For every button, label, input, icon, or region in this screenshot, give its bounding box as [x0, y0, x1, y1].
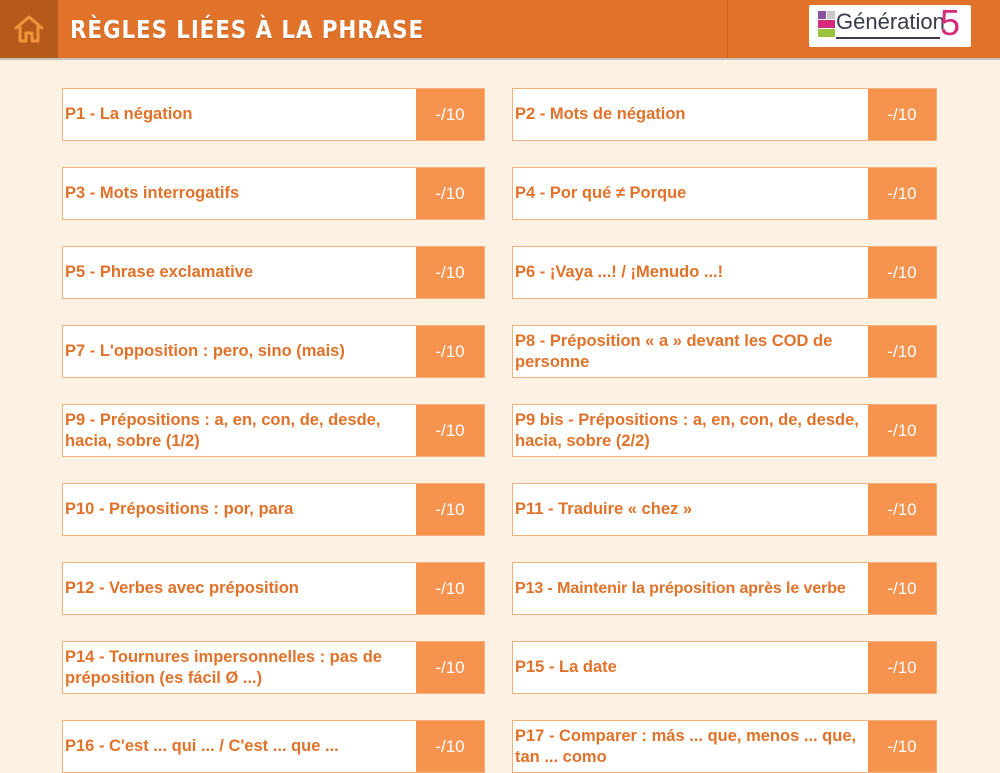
- rule-score: -/10: [868, 89, 936, 140]
- rule-label: P1 - La négation: [65, 105, 193, 123]
- rules-grid: [0, 60, 1000, 766]
- logo-text: Génération: [836, 9, 945, 34]
- rule-score: -/10: [416, 563, 484, 614]
- rule-score: -/10: [868, 326, 936, 377]
- rule-score: -/10: [416, 484, 484, 535]
- rule-card-p16[interactable]: [62, 720, 485, 773]
- home-icon: [12, 13, 46, 45]
- logo-square-green: [818, 29, 835, 37]
- home-button[interactable]: [0, 0, 58, 58]
- rule-card-p2[interactable]: [512, 88, 937, 141]
- rule-label: P12 - Verbes avec préposition: [65, 579, 299, 597]
- rule-score: -/10: [416, 405, 484, 456]
- rule-score: -/10: [416, 642, 484, 693]
- rule-label: P7 - L'opposition : pero, sino (mais): [65, 342, 345, 360]
- top-bar: [0, 0, 1000, 60]
- rule-label: P10 - Prépositions : por, para: [65, 500, 294, 518]
- rule-label: P4 - Por qué ≠ Porque: [515, 184, 687, 202]
- rule-label: P5 - Phrase exclamative: [65, 263, 254, 281]
- rule-score: -/10: [868, 168, 936, 219]
- rule-score: -/10: [868, 247, 936, 298]
- rule-card-p9-bis[interactable]: [512, 404, 937, 457]
- rule-label: P14 - Tournures impersonnelles : pas de préposition (es fácil Ø ...): [65, 647, 382, 687]
- rule-score: -/10: [416, 168, 484, 219]
- rule-card-p5[interactable]: [62, 246, 485, 299]
- logo-square-grey: [827, 11, 835, 19]
- logo-underline: [836, 37, 940, 39]
- rule-label: P16 - C'est ... qui ... / C'est ... que ...: [65, 737, 339, 755]
- page-title: RÈGLES LIÉES À LA PHRASE: [70, 15, 424, 44]
- rule-card-p9[interactable]: [62, 404, 485, 457]
- rule-card-p13[interactable]: [512, 562, 937, 615]
- rule-label: P2 - Mots de négation: [515, 105, 686, 123]
- rule-card-p17[interactable]: [512, 720, 937, 773]
- rule-score: -/10: [868, 405, 936, 456]
- header-divider: [727, 0, 728, 58]
- rule-label: P15 - La date: [515, 658, 617, 676]
- rule-card-p4[interactable]: [512, 167, 937, 220]
- rule-score: -/10: [416, 89, 484, 140]
- rule-label: P11 - Traduire « chez »: [515, 500, 693, 518]
- rule-label: P13 - Maintenir la préposition après le verbe: [515, 580, 846, 597]
- rule-card-p1[interactable]: [62, 88, 485, 141]
- logo-square-purple: [818, 11, 826, 19]
- rule-label: P6 - ¡Vaya ...! / ¡Menudo ...!: [515, 263, 724, 281]
- rule-card-p12[interactable]: [62, 562, 485, 615]
- rule-card-p8[interactable]: [512, 325, 937, 378]
- rule-label: P17 - Comparer : más ... que, menos ... que, tan ... como: [515, 726, 857, 766]
- rule-label: P9 - Prépositions : a, en, con, de, desde, hacia, sobre (1/2): [65, 410, 381, 450]
- rule-score: -/10: [868, 721, 936, 772]
- logo-square-pink: [818, 20, 835, 28]
- rule-card-p14[interactable]: [62, 641, 485, 694]
- generation5-logo: [809, 2, 971, 47]
- rule-score: -/10: [416, 326, 484, 377]
- rule-label: P3 - Mots interrogatifs: [65, 184, 240, 202]
- rule-card-p3[interactable]: [62, 167, 485, 220]
- rule-card-p15[interactable]: [512, 641, 937, 694]
- rule-card-p10[interactable]: [62, 483, 485, 536]
- rule-score: -/10: [416, 721, 484, 772]
- rule-label: P9 bis - Prépositions : a, en, con, de, desde, hacia, sobre (2/2): [515, 410, 859, 450]
- rule-card-p7[interactable]: [62, 325, 485, 378]
- rule-score: -/10: [868, 563, 936, 614]
- rule-score: -/10: [868, 642, 936, 693]
- rule-label: P8 - Préposition « a » devant les COD de personne: [515, 331, 833, 371]
- rule-card-p6[interactable]: [512, 246, 937, 299]
- rule-score: -/10: [868, 484, 936, 535]
- rule-score: -/10: [416, 247, 484, 298]
- logo-number: 5: [940, 2, 961, 43]
- rule-card-p11[interactable]: [512, 483, 937, 536]
